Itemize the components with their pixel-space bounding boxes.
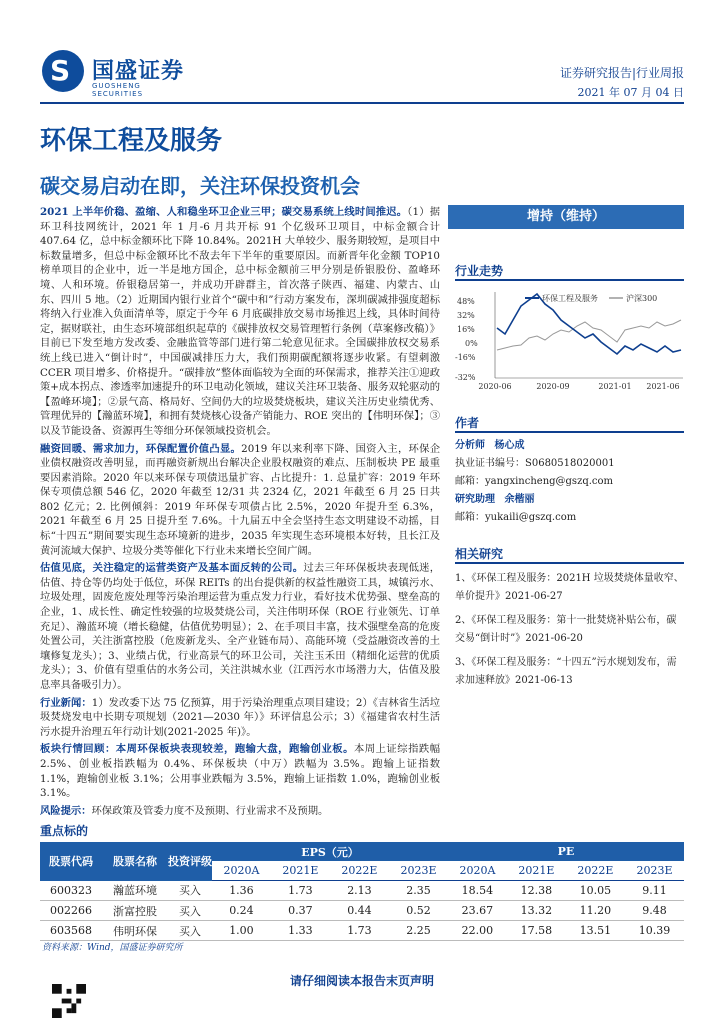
th-pe-y3: 2022E [566,861,625,881]
y-tick-3: 16% [457,325,475,334]
rating-badge: 增持（维持） [448,205,684,229]
x-tick-1: 2020-06 [478,382,512,390]
th-name: 股票名称 [102,842,168,881]
related-title: 相关研究 [455,547,504,561]
para-3: 估值见底，关注稳定的运营类资产及基本面反转的公司。过去三年环保板块表现低迷，估值、持仓等仍均处于低位，环保 REITs 的出台提供新的权益性融资工具，城镇污水、垃圾处理，固废危废处理等污染治理运营为重点发力行业，看好技术优势强、壁垒高的企业，1、成长性、确定性较强的垃圾焚烧公司，关注伟明环保（ROE 行业领先、订单充足）、瀚蓝环境（增长稳健，估值优势明显）；2、在手项目丰富，技术强壁垒高的危废处置公司，关注浙富控股（危废新龙头、全产业链布局）、高能环境（受益融资改善的土壤修复龙头）；3、业绩占优，行业高景气的环卫公司，关注玉禾田（精细化运营的优质龙头）；3、价值有望重估的水务公司，关注洪城水业（江西污水市场潜力大，估值及股息率具备吸引力）。 [40,562,440,691]
th-eps-y2: 2021E [271,861,330,881]
body-text [40,205,440,821]
para-4: 行业新闻：1）发改委下达 75 亿预算，用于污染治理重点项目建设；2）《吉林省生活垃圾焚烧发电中长期专项规划（2021—2030 年）》环评信息公示；3）《福建省农村生活污水提升治理五年行动计划(2021-2025 年)》。 [40,696,441,738]
y-tick-5: -16% [455,353,476,362]
legend-industry-label: 环保工程及服务 [542,294,598,303]
logo-mark-icon: S [42,50,84,92]
related-divider [455,562,684,564]
analyst-email[interactable]: 邮箱：yangxincheng@gszq.com [455,476,614,487]
y-tick-2: 32% [457,311,475,320]
para-1: 2021 上半年价稳、盈缩、人和稳坐环卫企业三甲；碳交易系统上线时间推迟。（1）据环卫科技网统计，2021 年 1 月-6 月共开标 91 个亿级环卫项目，中标金额合计 407.64 亿，总中标金额环比下降 10.84%。2021H 大单较少、服务期较短，是项目中标数量增多，但总中标金额环比不敌去年下半年的重要原因。而新晋年化金额 TOP10 榜单项目的企业中，近一半是地方国企，总中标金额前三甲分别是侨银股份、盈峰环境、人和环境。侨银稳居第一，并成功开辟群主，首次落子陕西、福建、内蒙古、山东、四川 5 地。（2）近期国内银行业首个“碳中和”行动方案发布，深圳碳减排强度超标将纳入行业准入负面清单等，原定于今年 6 月底碳排放交易市场推迟上线，具体时间待定，据财联社，由生态环境部组织起草的《碳排放权交易管理暂行条例（草案修改稿）》目前已下发至地方发改委、金融监管等部门进行第二轮意见征求。全国碳排放权交易系统上线已进入“倒计时”，中国碳减排压力大，我们预期碳配额将逐步收紧。有望刺激 CCER 项目增多、价格提升。“碳排放”整体面临较为全面的环保需求，推荐关注①迎政策+成本拐点、渗透率加速提升的环卫电动化领域，建议关注环卫装备、服务双轮驱动的【盈峰环境】；②景气高、格局好、空间仍大的垃圾焚烧板块，建议关注历史业绩优秀、管理优异的【瀚蓝环境】，和拥有焚烧核心设备产销能力、ROE 突出的【伟明环保】；③以及节能设备、资源再生等细分环保领域投资机会。 [40,206,440,437]
th-rating: 投资评级 [168,842,212,881]
para-6: 风险提示：环保政策及管委力度不及预期、行业需求不及预期。 [40,804,329,817]
qr-code-icon [52,984,86,1018]
page-subtitle: 碳交易启动在即，关注环保投资机会 [40,174,360,198]
x-tick-2: 2020-09 [536,382,570,390]
report-type: 证券研究报告|行业周报 [559,66,684,80]
th-code: 股票代码 [40,842,102,881]
related-item-1[interactable]: 1、《环保工程及服务：2021H 垃圾焚烧体量收窄、单价提升》2021-06-27 [455,573,684,602]
license-number: 执业证书编号：S0680518020001 [455,458,615,469]
table-source: 资料来源：Wind，国盛证券研究所 [42,943,183,953]
th-eps: EPS（元） [212,842,448,861]
th-pe-y2: 2021E [507,861,566,881]
authors-divider [455,431,684,433]
para-5: 板块行情回顾：本周环保板块表现较差，跑输大盘，跑输创业板。本周上证综指跌幅 2.5%、创业板指跌幅为 0.4%、环保板块（中万）跌幅为 3.5%。跑输上证指数 1.1%，跑输创业板 3.1%；公用事业跌幅为 3.5%，跑输上证指数 1.0%，跑输创业板 3.1%。 [40,743,441,800]
assistant-line: 研究助理 余楷丽 [455,494,535,505]
logo-name: 国盛证券 [92,59,185,84]
x-tick-4: 2021-06 [646,382,680,390]
company-logo [42,50,192,100]
legend-index-label: 沪深300 [626,294,658,303]
trend-title: 行业走势 [455,264,504,278]
footer-notice: 请仔细阅读本报告末页声明 [289,974,434,988]
th-pe-y1: 2020A [448,861,507,881]
assistant-email[interactable]: 邮箱：yukaili@gszq.com [455,512,577,523]
th-pe: PE [448,842,684,861]
table-row: 002266 浙富控股 买入 0.24 0.37 0.44 0.52 23.67 13.32 11.20 9.48 [40,901,684,921]
authors-title: 作者 [455,416,480,430]
y-tick-6: -32% [455,373,476,382]
report-date: 2021 年 07 月 04 日 [577,86,684,99]
related-item-2[interactable]: 2、《环保工程及服务：第十一批焚烧补贴公布，碳交易“倒计时”》2021-06-20 [455,615,677,644]
industry-series-line [497,294,681,354]
table-row: 600323 瀚蓝环境 买入 1.36 1.73 2.13 2.35 18.54 12.38 10.05 9.11 [40,881,684,901]
y-tick-4: 0% [465,339,478,348]
header-divider [40,102,684,104]
table-row: 603568 伟明环保 买入 1.00 1.33 1.73 2.25 22.00 17.58 13.51 10.39 [40,921,684,941]
y-tick-1: 48% [457,297,475,306]
th-pe-y4: 2023E [625,861,684,881]
related-item-3[interactable]: 3、《环保工程及服务：“十四五”污水规划发布，需求加速释放》2021-06-13 [455,657,677,686]
page-title: 环保工程及服务 [40,126,223,156]
x-tick-3: 2021-01 [598,382,632,390]
th-eps-y4: 2023E [389,861,448,881]
index-series-line [497,320,681,350]
logo-sub: GUOSHENG SECURITIES [92,82,144,98]
key-stocks-table [40,842,684,941]
th-eps-y3: 2022E [330,861,389,881]
trend-divider [455,279,684,281]
analyst-line: 分析师 杨心成 [455,440,525,451]
table-title: 重点标的 [40,824,89,838]
th-eps-y1: 2020A [212,861,271,881]
para-2: 融资回暖、需求加力，环保配置价值凸显。2019 年以来利率下降、国资入主，环保企业债权融资改善明显，而再融资新规出台解决企业股权融资的难点、压制板块 PE 最重要因素消除。2020 年以来环保专项债迅量扩容、占比提升：1. 总量扩容：2019 年环保专项债总额 546 亿，2020 年截至 12/31 共 2324 亿，2021 年截至 6 月 25 日共 802 亿元；2. 比例倾斜：2019 年环保专项债占比 2.5%，2020 年提升至 6.3%，2021 年截至 6 月 25 日提升至 7.6%。十九届五中全会坚持生态文明建设不动摇，目标“十四五”期间要实现生态环境新的进步，2035 年实现生态环境根本好转，且长江及黄河流域大保护、垃圾分类等催化下行业未来增长空间广阔。 [40,442,440,557]
trend-chart [455,290,685,390]
